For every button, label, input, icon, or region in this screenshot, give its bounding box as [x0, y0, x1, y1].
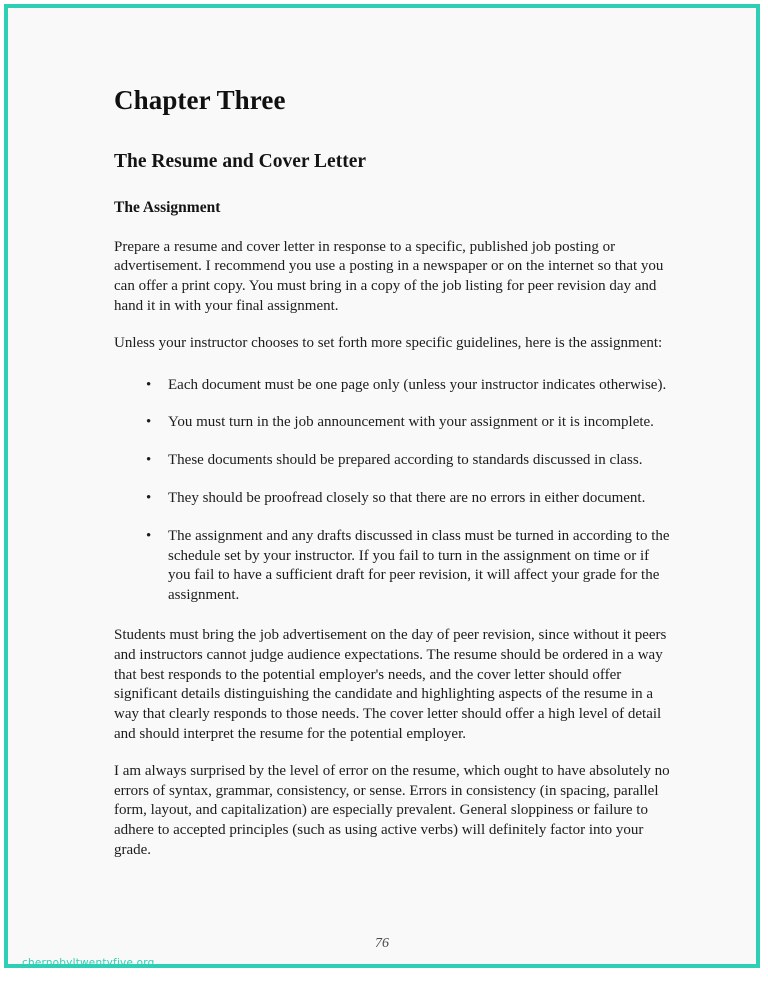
list-item — [114, 413, 670, 433]
assignment-subheading: The Assignment — [114, 199, 221, 217]
bullet-icon: • — [146, 490, 152, 507]
paragraph-lead-in: Unless your instructor chooses to set forth more specific guidelines, here is the assignment: — [114, 334, 663, 351]
section-title: The Resume and Cover Letter — [114, 150, 367, 172]
list-item-text: Each document must be one page only (unless your instructor indicates otherwise). — [168, 376, 667, 393]
bullet-icon: • — [146, 414, 152, 431]
list-item-text: They should be proofread closely so that there are no errors in either document. — [168, 490, 646, 507]
paragraph-intro: Prepare a resume and cover letter in response to a specific, published job posting or advertisement. I recommend you use a posting in a newspaper or on the internet so that you can offer a print copy. You must bring in a copy of the job listing for peer revision day and hand it in with your final assignment. — [114, 238, 664, 315]
list-item — [114, 451, 670, 471]
paragraph-after-list: Students must bring the job advertisement on the day of peer revision, since without it peers and instructors cannot judge audience expectations. The resume should be ordered in a way that best responds to the potential employer's needs, and the cover letter should offer significant details distinguishing the candidate and highlighting aspects of the resume in a way that clearly responds to those needs. The cover letter should offer a high level of detail and should interpret the resume for the potential employer. — [114, 627, 667, 743]
list-item — [114, 489, 670, 509]
chapter-title: Chapter Three — [114, 85, 286, 115]
document-content — [114, 86, 670, 878]
list-item-text: These documents should be prepared according to standards discussed in class. — [168, 452, 643, 469]
bullet-icon: • — [146, 527, 152, 544]
list-item — [114, 527, 670, 606]
page-border-frame — [4, 4, 760, 968]
list-item — [114, 376, 670, 396]
assignment-requirements-list — [114, 376, 670, 606]
page-number: 76 — [375, 936, 389, 951]
site-watermark: chernobyltwentyfive.org — [22, 957, 155, 969]
list-item-text: The assignment and any drafts discussed in class must be turned in according to the schedule set by your instructor. If you fail to turn in the assignment on time or if you fail to have a sufficient draft for peer revision, it will affect your grade for the assignment. — [168, 527, 670, 604]
list-item-text: You must turn in the job announcement with your assignment or it is incomplete. — [168, 414, 654, 431]
document-page — [8, 8, 756, 964]
paragraph-closing: I am always surprised by the level of error on the resume, which ought to have absolutely no errors of syntax, grammar, consistency, or sense. Errors in consistency (in spacing, parallel form, layout, and capitalization) are especially prevalent. General sloppiness or failure to adhere to accepted principles (such as using active verbs) will definitely factor into your grade. — [114, 762, 670, 858]
bullet-icon: • — [146, 452, 152, 469]
bullet-icon: • — [146, 376, 152, 393]
